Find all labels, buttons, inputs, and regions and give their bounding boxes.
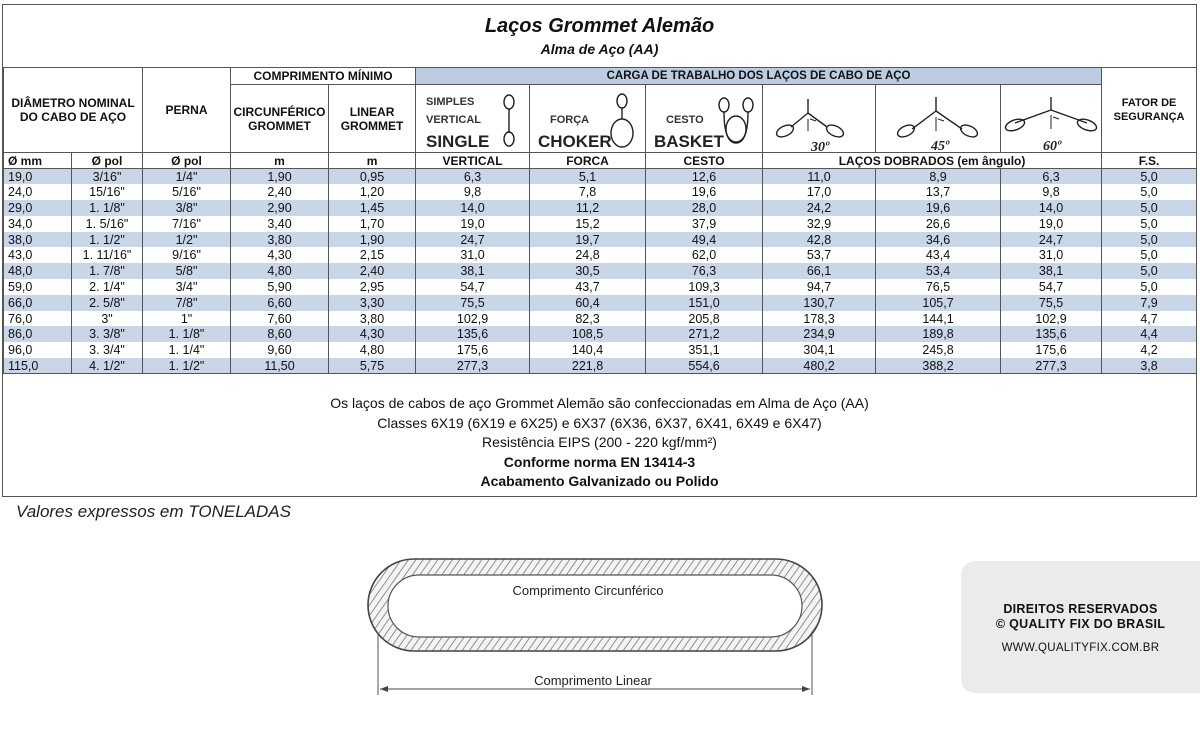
sling-basket-cell [646, 85, 763, 153]
table-cell: 3,40 [231, 216, 329, 232]
note-line: Os laços de cabos de aço Grommet Alemão são confeccionadas em Alma de Aço (AA) [330, 395, 869, 411]
table-row [4, 216, 1197, 232]
table-cell: 24,7 [1001, 232, 1102, 248]
table-cell: 221,8 [530, 358, 646, 374]
table-cell: 108,5 [530, 326, 646, 342]
table-cell: 38,1 [1001, 263, 1102, 279]
svg-text:CHOKER: CHOKER [538, 132, 612, 151]
table-cell: 351,1 [646, 342, 763, 358]
table-cell: 304,1 [763, 342, 876, 358]
table-cell: 38,1 [416, 263, 530, 279]
table-cell: 75,5 [1001, 295, 1102, 311]
table-cell: 5,0 [1102, 232, 1197, 248]
table-row [4, 263, 1197, 279]
bridle-45-icon [876, 85, 1000, 153]
table-cell: 24,7 [416, 232, 530, 248]
table-cell: 109,3 [646, 279, 763, 295]
table-cell: 54,7 [416, 279, 530, 295]
bridle-30-icon [763, 85, 875, 153]
table-body [4, 169, 1197, 374]
table-cell: 5,0 [1102, 216, 1197, 232]
table-cell: 4,7 [1102, 311, 1197, 327]
rights-line2: © QUALITY FIX DO BRASIL [995, 617, 1166, 631]
table-cell: 11,0 [763, 169, 876, 185]
unit-linear-m: m [329, 153, 416, 169]
table-cell: 19,0 [1001, 216, 1102, 232]
table-cell: 9,8 [1001, 184, 1102, 200]
table-cell: 3,80 [329, 311, 416, 327]
header-diametro: DIÂMETRO NOMINAL DO CABO DE AÇO [4, 68, 143, 153]
unit-note: Valores expressos em TONELADAS [16, 502, 291, 521]
table-cell: 1. 5/16" [72, 216, 143, 232]
table-cell: 82,3 [530, 311, 646, 327]
table-cell: 3" [72, 311, 143, 327]
table-cell: 5/16" [143, 184, 231, 200]
unit-pol: Ø pol [72, 153, 143, 169]
table-cell: 26,6 [876, 216, 1001, 232]
load-table [3, 67, 1197, 374]
sling-60-cell [1001, 85, 1102, 153]
table-cell: 96,0 [4, 342, 72, 358]
table-cell: 2. 5/8" [72, 295, 143, 311]
table-cell: 19,0 [4, 169, 72, 185]
table-cell: 4,30 [329, 326, 416, 342]
table-cell: 43,4 [876, 247, 1001, 263]
unit-perna-pol: Ø pol [143, 153, 231, 169]
svg-text:CESTO: CESTO [666, 114, 704, 126]
table-cell: 38,0 [4, 232, 72, 248]
table-cell: 4,80 [231, 263, 329, 279]
table-cell: 102,9 [416, 311, 530, 327]
table-cell: 4,4 [1102, 326, 1197, 342]
table-row [4, 232, 1197, 248]
table-cell: 1. 1/2" [72, 232, 143, 248]
table-cell: 1/2" [143, 232, 231, 248]
table-cell: 245,8 [876, 342, 1001, 358]
table-cell: 6,60 [231, 295, 329, 311]
table-row [4, 311, 1197, 327]
table-cell: 2. 1/4" [72, 279, 143, 295]
table-cell: 135,6 [1001, 326, 1102, 342]
table-cell: 9,60 [231, 342, 329, 358]
table-cell: 4. 1/2" [72, 358, 143, 374]
table-cell: 1. 11/16" [72, 247, 143, 263]
table-cell: 130,7 [763, 295, 876, 311]
table-cell: 9,8 [416, 184, 530, 200]
table-row [4, 247, 1197, 263]
table-cell: 178,3 [763, 311, 876, 327]
table-cell: 2,40 [231, 184, 329, 200]
table-row [4, 279, 1197, 295]
choker-sling-icon [530, 85, 644, 153]
table-cell: 17,0 [763, 184, 876, 200]
note-line-norma: Conforme norma EN 13414-3 [503, 453, 696, 470]
arrow-left-icon [380, 686, 388, 692]
website-link[interactable]: WWW.QUALITYFIX.COM.BR [1001, 642, 1160, 654]
table-cell: 31,0 [416, 247, 530, 263]
table-cell: 234,9 [763, 326, 876, 342]
note-line: Classes 6X19 (6X19 e 6X25) e 6X37 (6X36, 6X37, 6X41, 6X49 e 6X47) [377, 414, 822, 431]
basket-sling-icon [646, 85, 761, 153]
grommet-diagram [360, 555, 830, 700]
table-cell: 0,95 [329, 169, 416, 185]
table-cell: 102,9 [1001, 311, 1102, 327]
table-cell: 2,40 [329, 263, 416, 279]
table-cell: 144,1 [876, 311, 1001, 327]
table-cell: 19,7 [530, 232, 646, 248]
note-line: Resistência EIPS (200 - 220 kgf/mm²) [482, 434, 717, 450]
table-cell: 5,90 [231, 279, 329, 295]
table-cell: 3. 3/4" [72, 342, 143, 358]
table-cell: 3,30 [329, 295, 416, 311]
table-cell: 37,9 [646, 216, 763, 232]
table-cell: 53,4 [876, 263, 1001, 279]
table-cell: 62,0 [646, 247, 763, 263]
table-cell: 24,2 [763, 200, 876, 216]
unit-fs: F.S. [1102, 153, 1197, 169]
table-cell: 1,45 [329, 200, 416, 216]
table-cell: 60,4 [530, 295, 646, 311]
sling-45-cell [876, 85, 1001, 153]
title-box [3, 5, 1196, 68]
table-cell: 66,1 [763, 263, 876, 279]
table-cell: 151,0 [646, 295, 763, 311]
table-cell: 34,0 [4, 216, 72, 232]
table-cell: 1,90 [231, 169, 329, 185]
table-cell: 94,7 [763, 279, 876, 295]
table-cell: 135,6 [416, 326, 530, 342]
arrow-right-icon [802, 686, 810, 692]
table-cell: 5,0 [1102, 263, 1197, 279]
note-line-acabamento: Acabamento Galvanizado ou Polido [480, 473, 719, 489]
table-cell: 1/4" [143, 169, 231, 185]
svg-text:VERTICAL: VERTICAL [426, 114, 482, 126]
table-cell: 5,0 [1102, 200, 1197, 216]
header-comprimento: COMPRIMENTO MÍNIMO [231, 68, 416, 85]
table-cell: 1,20 [329, 184, 416, 200]
table-cell: 5,1 [530, 169, 646, 185]
table-cell: 15,2 [530, 216, 646, 232]
table-cell: 4,80 [329, 342, 416, 358]
table-cell: 480,2 [763, 358, 876, 374]
table-cell: 76,3 [646, 263, 763, 279]
table-cell: 5,75 [329, 358, 416, 374]
table-cell: 3,8 [1102, 358, 1197, 374]
table-row [4, 184, 1197, 200]
table-cell: 11,50 [231, 358, 329, 374]
table-cell: 24,8 [530, 247, 646, 263]
table-cell: 14,0 [416, 200, 530, 216]
table-cell: 75,5 [416, 295, 530, 311]
table-cell: 105,7 [876, 295, 1001, 311]
table-cell: 15/16" [72, 184, 143, 200]
table-cell: 19,0 [416, 216, 530, 232]
table-cell: 5,0 [1102, 279, 1197, 295]
table-cell: 19,6 [876, 200, 1001, 216]
table-cell: 7,8 [530, 184, 646, 200]
table-cell: 76,5 [876, 279, 1001, 295]
table-cell: 12,6 [646, 169, 763, 185]
table-cell: 554,6 [646, 358, 763, 374]
table-cell: 19,6 [646, 184, 763, 200]
sling-single-cell [416, 85, 530, 153]
table-cell: 277,3 [1001, 358, 1102, 374]
table-cell: 7/8" [143, 295, 231, 311]
table-cell: 1. 1/8" [143, 326, 231, 342]
table-cell: 49,4 [646, 232, 763, 248]
table-cell: 7/16" [143, 216, 231, 232]
table-cell: 6,3 [416, 169, 530, 185]
table-cell: 9/16" [143, 247, 231, 263]
table-cell: 31,0 [1001, 247, 1102, 263]
table-row [4, 200, 1197, 216]
table-cell: 53,7 [763, 247, 876, 263]
table-cell: 7,60 [231, 311, 329, 327]
circ-label: Comprimento Circunférico [512, 583, 664, 598]
table-row [4, 358, 1197, 374]
sling-30-cell [763, 85, 876, 153]
sling-choker-cell [530, 85, 646, 153]
table-cell: 59,0 [4, 279, 72, 295]
table-cell: 24,0 [4, 184, 72, 200]
header-perna: PERNA [143, 68, 231, 153]
spec-sheet [2, 4, 1197, 497]
single-sling-icon [416, 85, 528, 153]
table-row [4, 342, 1197, 358]
table-cell: 43,7 [530, 279, 646, 295]
header-linear: LINEAR GROMMET [329, 85, 416, 153]
svg-text:SINGLE: SINGLE [426, 132, 490, 151]
svg-text:SIMPLES: SIMPLES [426, 96, 475, 108]
table-cell: 277,3 [416, 358, 530, 374]
header-fator: FATOR DE SEGURANÇA [1102, 68, 1197, 153]
table-cell: 1. 7/8" [72, 263, 143, 279]
svg-text:45º: 45º [931, 139, 950, 153]
table-cell: 175,6 [416, 342, 530, 358]
table-row [4, 326, 1197, 342]
notes-block [3, 394, 1196, 492]
table-cell: 1" [143, 311, 231, 327]
rights-box [961, 561, 1200, 693]
table-cell: 3,80 [231, 232, 329, 248]
table-cell: 6,3 [1001, 169, 1102, 185]
table-cell: 1,70 [329, 216, 416, 232]
table-cell: 5,0 [1102, 184, 1197, 200]
unit-lacos-dobrados: LAÇOS DOBRADOS (em ângulo) [763, 153, 1102, 169]
table-cell: 115,0 [4, 358, 72, 374]
svg-text:BASKET: BASKET [654, 132, 724, 151]
table-cell: 8,9 [876, 169, 1001, 185]
table-cell: 8,60 [231, 326, 329, 342]
table-cell: 76,0 [4, 311, 72, 327]
table-cell: 271,2 [646, 326, 763, 342]
table-cell: 30,5 [530, 263, 646, 279]
table-cell: 29,0 [4, 200, 72, 216]
svg-text:FORÇA: FORÇA [550, 114, 590, 126]
table-cell: 3/8" [143, 200, 231, 216]
unit-vertical: VERTICAL [416, 153, 530, 169]
table-row [4, 169, 1197, 185]
table-cell: 1. 1/4" [143, 342, 231, 358]
table-cell: 7,9 [1102, 295, 1197, 311]
header-circunferico: CIRCUNFÉRICO GROMMET [231, 85, 329, 153]
table-cell: 2,15 [329, 247, 416, 263]
table-cell: 205,8 [646, 311, 763, 327]
unit-circ-m: m [231, 153, 329, 169]
rights-line1: DIREITOS RESERVADOS [1003, 602, 1158, 616]
table-cell: 175,6 [1001, 342, 1102, 358]
table-cell: 66,0 [4, 295, 72, 311]
table-cell: 48,0 [4, 263, 72, 279]
table-cell: 11,2 [530, 200, 646, 216]
unit-mm: Ø mm [4, 153, 72, 169]
table-cell: 42,8 [763, 232, 876, 248]
table-cell: 86,0 [4, 326, 72, 342]
table-cell: 43,0 [4, 247, 72, 263]
linear-label: Comprimento Linear [534, 673, 652, 688]
table-cell: 54,7 [1001, 279, 1102, 295]
table-cell: 1. 1/8" [72, 200, 143, 216]
page-title: Laços Grommet Alemão [484, 15, 715, 37]
svg-text:30º: 30º [811, 140, 830, 153]
bridle-60-icon [1001, 85, 1101, 153]
table-cell: 4,2 [1102, 342, 1197, 358]
table-cell: 14,0 [1001, 200, 1102, 216]
table-cell: 4,30 [231, 247, 329, 263]
table-cell: 5,0 [1102, 169, 1197, 185]
table-cell: 3/4" [143, 279, 231, 295]
table-cell: 2,95 [329, 279, 416, 295]
table-cell: 1,90 [329, 232, 416, 248]
header-carga: CARGA DE TRABALHO DOS LAÇOS DE CABO DE AÇO [416, 68, 1102, 85]
table-cell: 5,0 [1102, 247, 1197, 263]
table-cell: 189,8 [876, 326, 1001, 342]
table-cell: 34,6 [876, 232, 1001, 248]
page-subtitle: Alma de Aço (AA) [540, 41, 659, 57]
table-cell: 140,4 [530, 342, 646, 358]
table-row [4, 295, 1197, 311]
unit-forca: FORCA [530, 153, 646, 169]
table-cell: 1. 1/2" [143, 358, 231, 374]
table-cell: 3/16" [72, 169, 143, 185]
table-cell: 3. 3/8" [72, 326, 143, 342]
table-cell: 32,9 [763, 216, 876, 232]
table-cell: 13,7 [876, 184, 1001, 200]
unit-cesto: CESTO [646, 153, 763, 169]
table-cell: 28,0 [646, 200, 763, 216]
svg-text:60º: 60º [1043, 139, 1062, 153]
table-cell: 2,90 [231, 200, 329, 216]
table-cell: 5/8" [143, 263, 231, 279]
table-cell: 388,2 [876, 358, 1001, 374]
